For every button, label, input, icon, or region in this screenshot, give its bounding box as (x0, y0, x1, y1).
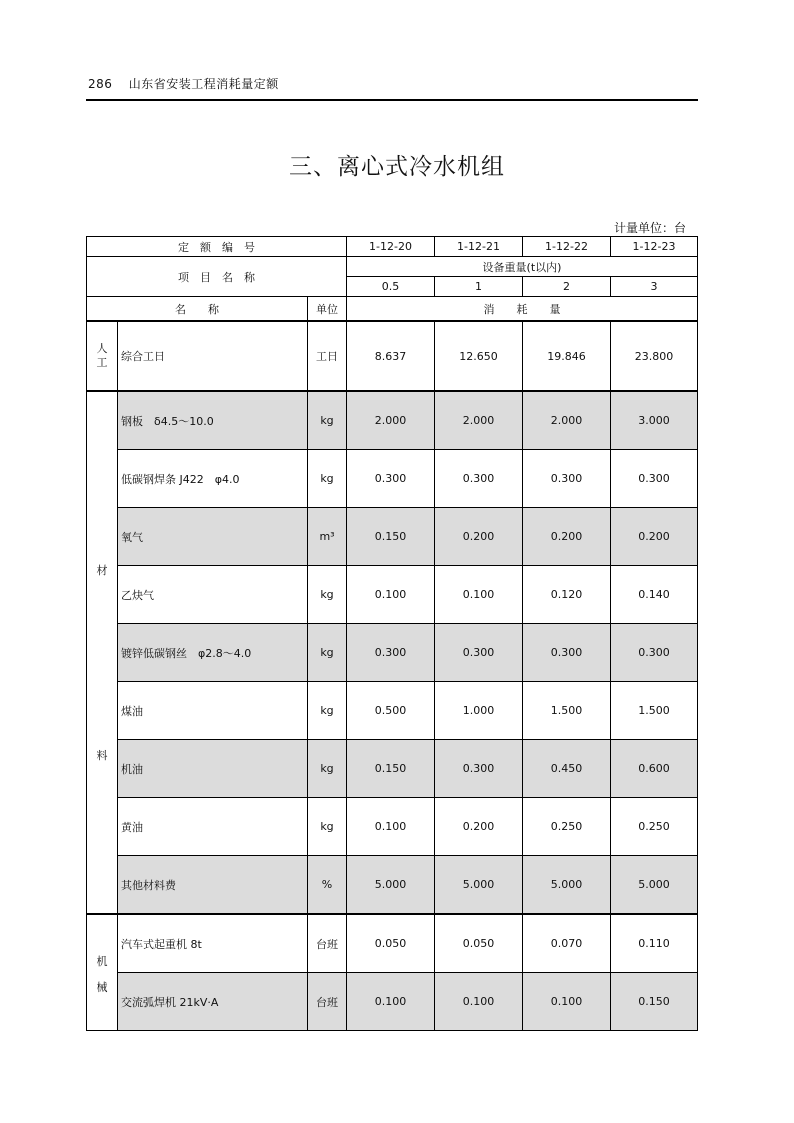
item-value: 0.300 (435, 740, 523, 798)
quota-code-row (87, 237, 698, 257)
item-value: 0.100 (523, 973, 611, 1031)
item-name: 低碳钢焊条 J422 φ4.0 (118, 450, 308, 508)
machinery-row (87, 914, 698, 973)
item-name: 钢板 δ4.5～10.0 (118, 391, 308, 450)
quota-code: 1-12-20 (347, 237, 435, 257)
item-value: 0.300 (611, 450, 698, 508)
item-value: 0.600 (611, 740, 698, 798)
item-value: 0.150 (347, 508, 435, 566)
item-name: 汽车式起重机 8t (118, 914, 308, 973)
parameter-value: 3 (611, 277, 698, 297)
item-value: 0.110 (611, 914, 698, 973)
item-value: 0.050 (347, 914, 435, 973)
item-value: 3.000 (611, 391, 698, 450)
item-value: 1.500 (611, 682, 698, 740)
category-char: 机 (96, 955, 108, 968)
item-value: 5.000 (347, 856, 435, 915)
item-unit: 工日 (308, 321, 347, 391)
quota-table (86, 236, 698, 1031)
item-value: 0.450 (523, 740, 611, 798)
item-value: 2.000 (435, 391, 523, 450)
quota-code: 1-12-21 (435, 237, 523, 257)
material-row (87, 740, 698, 798)
item-unit: kg (308, 682, 347, 740)
item-value: 0.500 (347, 682, 435, 740)
parameter-value: 1 (435, 277, 523, 297)
item-value: 0.150 (611, 973, 698, 1031)
quota-code-label: 定 额 编 号 (87, 237, 347, 257)
quota-code: 1-12-23 (611, 237, 698, 257)
parameter-value: 0.5 (347, 277, 435, 297)
category-machinery (87, 914, 118, 1031)
item-value: 5.000 (523, 856, 611, 915)
item-unit: kg (308, 740, 347, 798)
category-char: 械 (96, 981, 108, 994)
column-header-row (87, 297, 698, 322)
item-value: 0.150 (347, 740, 435, 798)
measurement-unit-note: 计量单位：台 (613, 221, 686, 235)
item-value: 2.000 (523, 391, 611, 450)
item-name-label: 项 目 名 称 (87, 257, 347, 297)
material-row (87, 682, 698, 740)
item-name: 黄油 (118, 798, 308, 856)
page-header (88, 75, 279, 92)
item-value: 0.300 (435, 450, 523, 508)
category-char: 人 (96, 342, 108, 355)
category-material (87, 391, 118, 914)
item-value: 0.070 (523, 914, 611, 973)
item-unit: kg (308, 798, 347, 856)
page-number: 286 (88, 77, 113, 91)
quota-code: 1-12-22 (523, 237, 611, 257)
item-value: 0.100 (347, 566, 435, 624)
item-value: 0.200 (523, 508, 611, 566)
item-unit: 台班 (308, 973, 347, 1031)
item-name-row (87, 257, 698, 277)
item-value: 0.140 (611, 566, 698, 624)
item-value: 2.000 (347, 391, 435, 450)
item-value: 5.000 (611, 856, 698, 915)
item-value: 0.300 (347, 450, 435, 508)
material-row (87, 566, 698, 624)
item-value: 0.300 (611, 624, 698, 682)
item-value: 5.000 (435, 856, 523, 915)
item-unit: m³ (308, 508, 347, 566)
item-value: 0.100 (347, 973, 435, 1031)
item-unit: 台班 (308, 914, 347, 973)
item-value: 12.650 (435, 321, 523, 391)
item-value: 0.120 (523, 566, 611, 624)
category-labor (87, 321, 118, 391)
item-value: 0.300 (435, 624, 523, 682)
material-row (87, 450, 698, 508)
item-value: 0.300 (347, 624, 435, 682)
item-name: 乙炔气 (118, 566, 308, 624)
item-unit: kg (308, 391, 347, 450)
item-value: 0.200 (435, 798, 523, 856)
item-name: 煤油 (118, 682, 308, 740)
item-value: 0.100 (435, 566, 523, 624)
item-value: 0.200 (611, 508, 698, 566)
item-unit: % (308, 856, 347, 915)
item-name: 其他材料费 (118, 856, 308, 915)
item-value: 0.250 (523, 798, 611, 856)
item-value: 0.100 (435, 973, 523, 1031)
column-name-label: 名 称 (87, 297, 308, 322)
item-name: 镀锌低碳钢丝 φ2.8～4.0 (118, 624, 308, 682)
section-title: 三、离心式冷水机组 (289, 154, 505, 180)
item-name: 机油 (118, 740, 308, 798)
item-value: 1.000 (435, 682, 523, 740)
item-name: 综合工日 (118, 321, 308, 391)
material-row (87, 798, 698, 856)
book-title: 山东省安装工程消耗量定额 (128, 77, 279, 91)
item-value: 23.800 (611, 321, 698, 391)
item-name: 氧气 (118, 508, 308, 566)
parameter-label: 设备重量(t以内) (347, 257, 698, 277)
machinery-row (87, 973, 698, 1031)
item-value: 1.500 (523, 682, 611, 740)
material-row (87, 391, 698, 450)
material-row (87, 508, 698, 566)
material-row (87, 856, 698, 915)
item-unit: kg (308, 624, 347, 682)
category-char: 料 (96, 749, 108, 762)
header-rule (86, 99, 698, 101)
parameter-value: 2 (523, 277, 611, 297)
item-value: 0.250 (611, 798, 698, 856)
item-value: 0.100 (347, 798, 435, 856)
item-value: 8.637 (347, 321, 435, 391)
category-char: 材 (96, 564, 108, 577)
item-name: 交流弧焊机 21kV·A (118, 973, 308, 1031)
category-char: 工 (96, 356, 108, 369)
item-unit: kg (308, 566, 347, 624)
item-value: 0.200 (435, 508, 523, 566)
item-value: 0.050 (435, 914, 523, 973)
column-consumption-label: 消 耗 量 (347, 297, 698, 322)
material-row (87, 624, 698, 682)
item-value: 0.300 (523, 450, 611, 508)
column-unit-label: 单位 (308, 297, 347, 322)
item-value: 19.846 (523, 321, 611, 391)
labor-row (87, 321, 698, 391)
item-value: 0.300 (523, 624, 611, 682)
item-unit: kg (308, 450, 347, 508)
